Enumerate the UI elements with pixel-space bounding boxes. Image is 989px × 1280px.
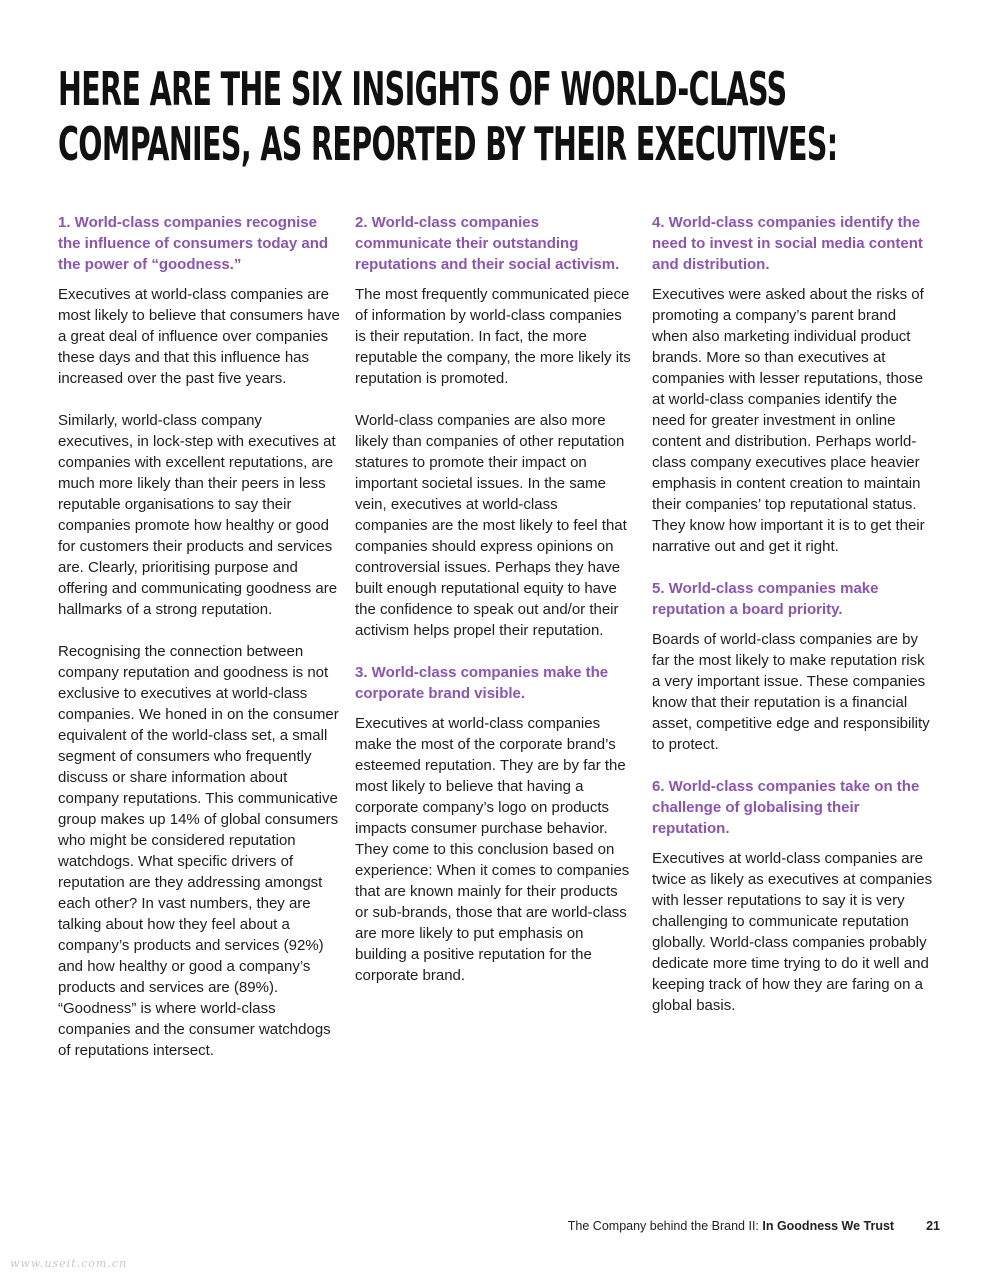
watermark: www.useit.com.cn [10,1257,128,1270]
insight-4-paragraph: Executives were asked about the risks of promoting a company’s parent brand when also marketing individual product brands. More so than executives at companies with lesser reputations, those at world-class companies identify the need for greater investment in online content and distribution. Perhaps world-class company executives place heavier emphasis in content creation to maintain their companies’ top reputational status. They know how important it is to get their narrative out and get it right. [652,286,925,555]
insight-1-heading: 1. World-class companies recognise the influence of consumers today and the power of “goodness.” [58,214,329,273]
footer-publication: The Company behind the Brand II: [567,1219,763,1233]
insight-6-paragraph: Executives at world-class companies are twice as likely as executives at companies with lesser reputations to say it is very challenging to communicate reputation globally. World-class companies probably dedicate more time trying to do it well and keeping track of how they are faring on a global basis. [652,850,933,1014]
insight-4-heading: 4. World-class companies identify the need to invest in social media content and distribution. [652,214,923,273]
insight-3-heading: 3. World-class companies make the corporate brand visible. [355,664,609,702]
insight-2-heading: 2. World-class companies communicate their outstanding reputations and their social activism. [355,214,620,273]
insight-1-paragraph-1: Executives at world-class companies are most likely to believe that consumers have a great deal of influence over companies these days and that this influence has increased over the past five years. [58,286,340,387]
column-2 [355,212,633,1007]
insight-2-paragraph-2: World-class companies are also more likely than companies of other reputation statures to promote their impact on important societal issues. In the same vein, executives at world-class companies are the most likely to feel that companies should express opinions on controversial issues. Perhaps they have built enough reputational equity to have the confidence to speak out and/or their activism helps propel their reputation. [355,412,627,639]
page-title-line-2: COMPANIES, AS REPORTED BY THEIR EXECUTIVES: [58,117,838,171]
insight-6-heading: 6. World-class companies take on the challenge of globalising their reputation. [652,778,920,837]
page-title [58,62,838,172]
insight-3-paragraph: Executives at world-class companies make the most of the corporate brand’s esteemed reputation. They are by far the most likely to believe that having a corporate company’s logo on products impacts consumer purchase behavior. They come to this conclusion based on experience: When it comes to companies that are known mainly for their products or sub-brands, those that are world-class are more likely to put emphasis on building a positive reputation for the corporate brand. [355,715,630,984]
insight-1-paragraph-3: Recognising the connection between company reputation and goodness is not exclusive to executives at world-class companies. We honed in on the consumer equivalent of the world-class set, a small segment of consumers who frequently discuss or share information about company reputations. This communicative group makes up 14% of global consumers who might be considered reputation watchdogs. What specific drivers of reputation are they addressing amongst each other? In vast numbers, they are talking about how they feel about a company’s products and services (92%) and how healthy or good a company’s products and services are (89%). “Goodness” is where world-class companies and the consumer watchdogs of reputations intersect. [58,643,339,1059]
column-1 [58,212,340,1082]
page-title-line-1: HERE ARE THE SIX INSIGHTS OF WORLD-CLASS [58,62,787,116]
page-footer [480,1218,940,1234]
insight-1-paragraph-2: Similarly, world-class company executives, in lock-step with executives at companies with excellent reputations, are much more likely than their peers in less reputable organisations to say their companies promote how healthy or good for customers their products and services are. Clearly, prioritising purpose and offering and communicating goodness are hallmarks of a strong reputation. [58,412,338,618]
insight-2-paragraph-1: The most frequently communicated piece of information by world-class companies is their reputation. In fact, the more reputable the company, the more likely its reputation is promoted. [355,286,631,387]
page-number: 21 [926,1219,940,1233]
insight-5-heading: 5. World-class companies make reputation a board priority. [652,580,879,618]
insight-5-paragraph: Boards of world-class companies are by far the most likely to make reputation risk a very important issue. These companies know that their reputation is a financial asset, competitive edge and responsibility to protect. [652,631,930,753]
footer-publication-subtitle: In Goodness We Trust [762,1219,895,1233]
column-3 [652,212,934,1037]
